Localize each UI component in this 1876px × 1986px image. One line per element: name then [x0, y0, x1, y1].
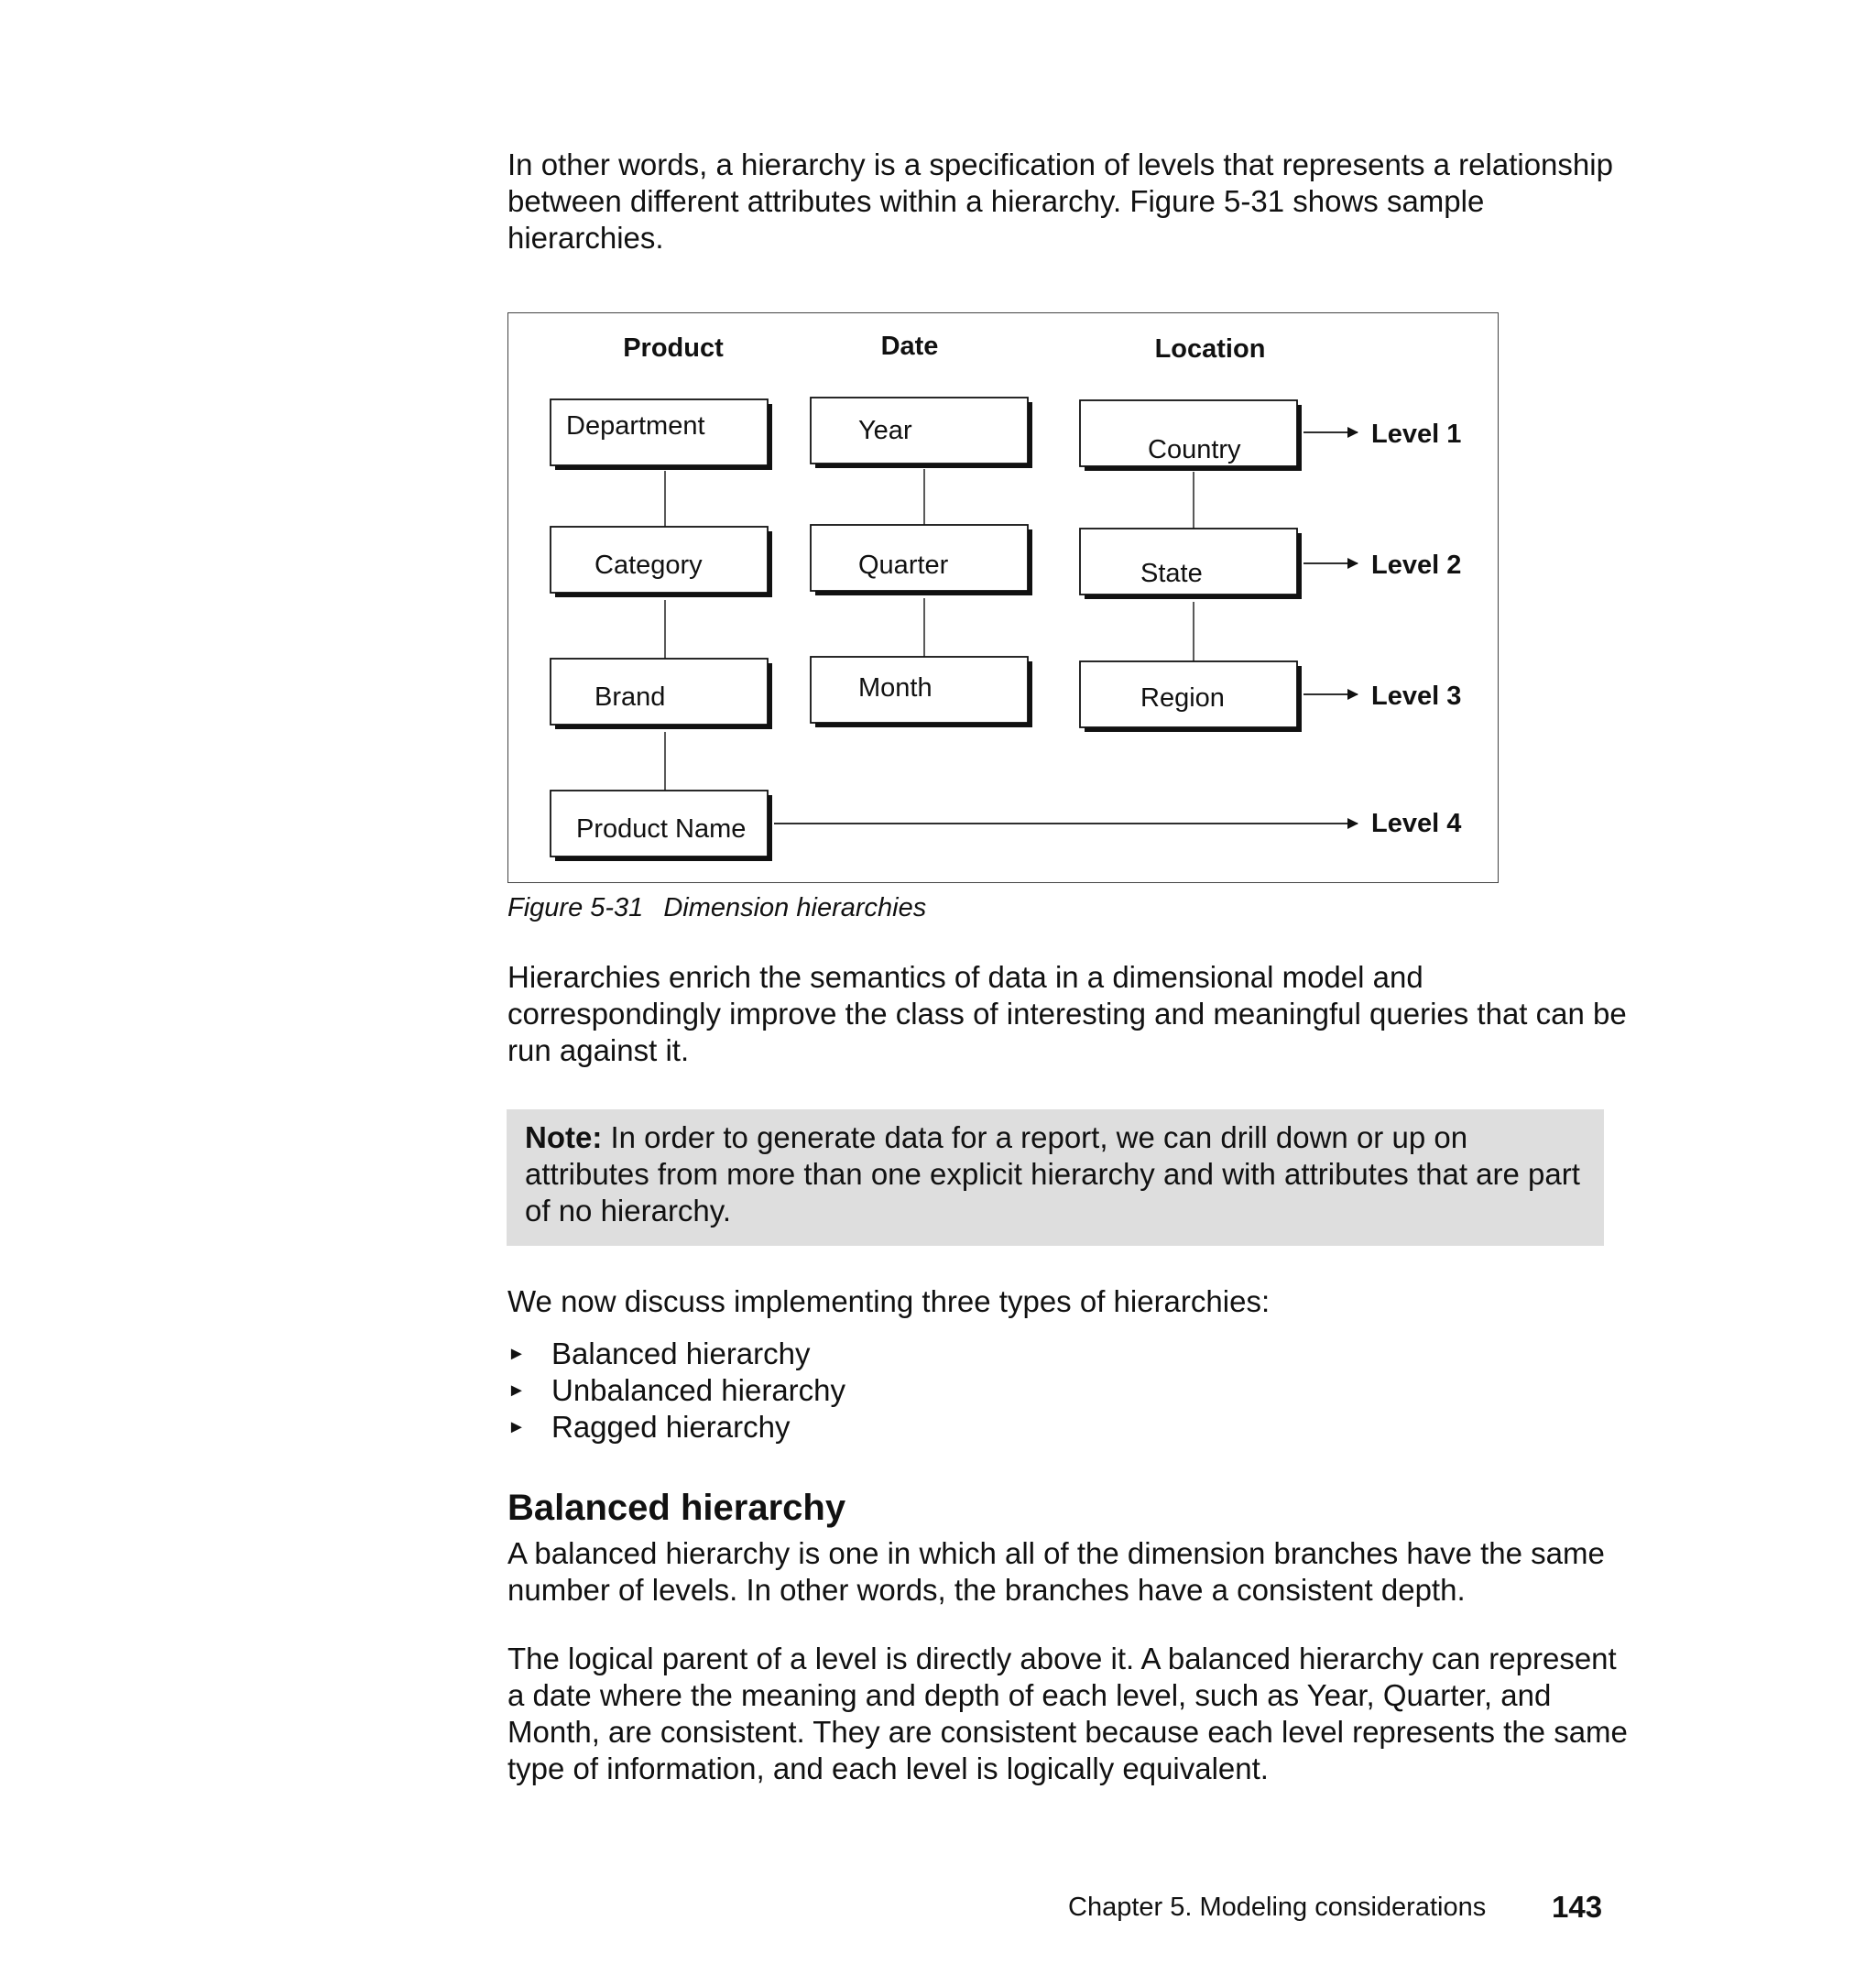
svg-text:Year: Year [858, 416, 912, 445]
box-department [551, 399, 772, 470]
level-4-label: Level 4 [1371, 809, 1462, 838]
figure-caption [507, 893, 926, 923]
balanced-paragraph: A balanced hierarchy is one in which all of the dimension branches have the same number of levels. In other words, the branches have a consistent depth. [507, 1536, 1605, 1607]
svg-text:Product Name: Product Name [576, 814, 747, 844]
box-category [551, 527, 772, 597]
level-1-label: Level 1 [1371, 420, 1462, 449]
discuss-paragraph: We now discuss implementing three types of hierarchies: [507, 1284, 1271, 1318]
svg-text:Department: Department [566, 411, 705, 441]
svg-text:Country: Country [1148, 435, 1241, 464]
figure-dimension-hierarchies [507, 312, 1499, 883]
svg-text:Quarter: Quarter [858, 551, 949, 580]
footer-chapter-title: Chapter 5. Modeling considerations [1068, 1893, 1487, 1922]
svg-text:Category: Category [594, 551, 703, 580]
box-country [1080, 400, 1302, 471]
level-2-label: Level 2 [1371, 551, 1462, 580]
hierarchy-types-list [507, 1336, 845, 1446]
hierarchy-diagram [508, 313, 1500, 884]
header-location: Location [1154, 334, 1266, 364]
figure-number: Figure 5-31 [507, 893, 644, 922]
svg-text:Brand: Brand [594, 682, 666, 712]
box-state [1080, 529, 1302, 599]
box-quarter [811, 525, 1032, 595]
box-product-name [551, 791, 772, 861]
figure-title: Dimension hierarchies [663, 893, 927, 922]
box-year [811, 398, 1032, 468]
section-heading: Balanced hierarchy [507, 1488, 846, 1528]
bullet-arrow-icon: ► [507, 1344, 526, 1364]
note-text: In order to generate data for a report, we can drill down or up on attributes from more than one explicit hierarchy and with attributes that are part of no hierarchy. [525, 1120, 1580, 1228]
note-label: Note: [525, 1120, 603, 1154]
bullet-arrow-icon: ► [507, 1417, 526, 1437]
note-box [507, 1109, 1604, 1246]
list-item: ► Balanced hierarchy [507, 1337, 811, 1370]
page-number: 143 [1552, 1890, 1603, 1924]
box-region [1080, 661, 1302, 732]
box-month [811, 657, 1032, 727]
bullet-arrow-icon: ► [507, 1380, 526, 1401]
svg-text:Region: Region [1140, 683, 1225, 713]
svg-text:State: State [1140, 559, 1203, 588]
enrich-paragraph: Hierarchies enrich the semantics of data in a dimensional model and correspondingly improve the class of interesting and meaningful queries that can be run against it. [507, 960, 1627, 1067]
list-item: ► Unbalanced hierarchy [507, 1373, 846, 1407]
logical-paragraph: The logical parent of a level is directly above it. A balanced hierarchy can represent a date where the meaning and depth of each level, such as Year, Quarter, and Month, are consistent. They are consistent because each level represents the same type of information, and each level is logically equivalent. [507, 1642, 1628, 1785]
box-brand [551, 659, 772, 729]
svg-text:Month: Month [858, 673, 933, 703]
header-date: Date [880, 332, 939, 361]
list-item: ► Ragged hierarchy [507, 1410, 791, 1444]
intro-paragraph: In other words, a hierarchy is a specification of levels that represents a relationship between different attributes within a hierarchy. Figure 5-31 shows sample hierarchies. [507, 147, 1613, 255]
level-3-label: Level 3 [1371, 682, 1462, 711]
header-product: Product [623, 333, 724, 363]
